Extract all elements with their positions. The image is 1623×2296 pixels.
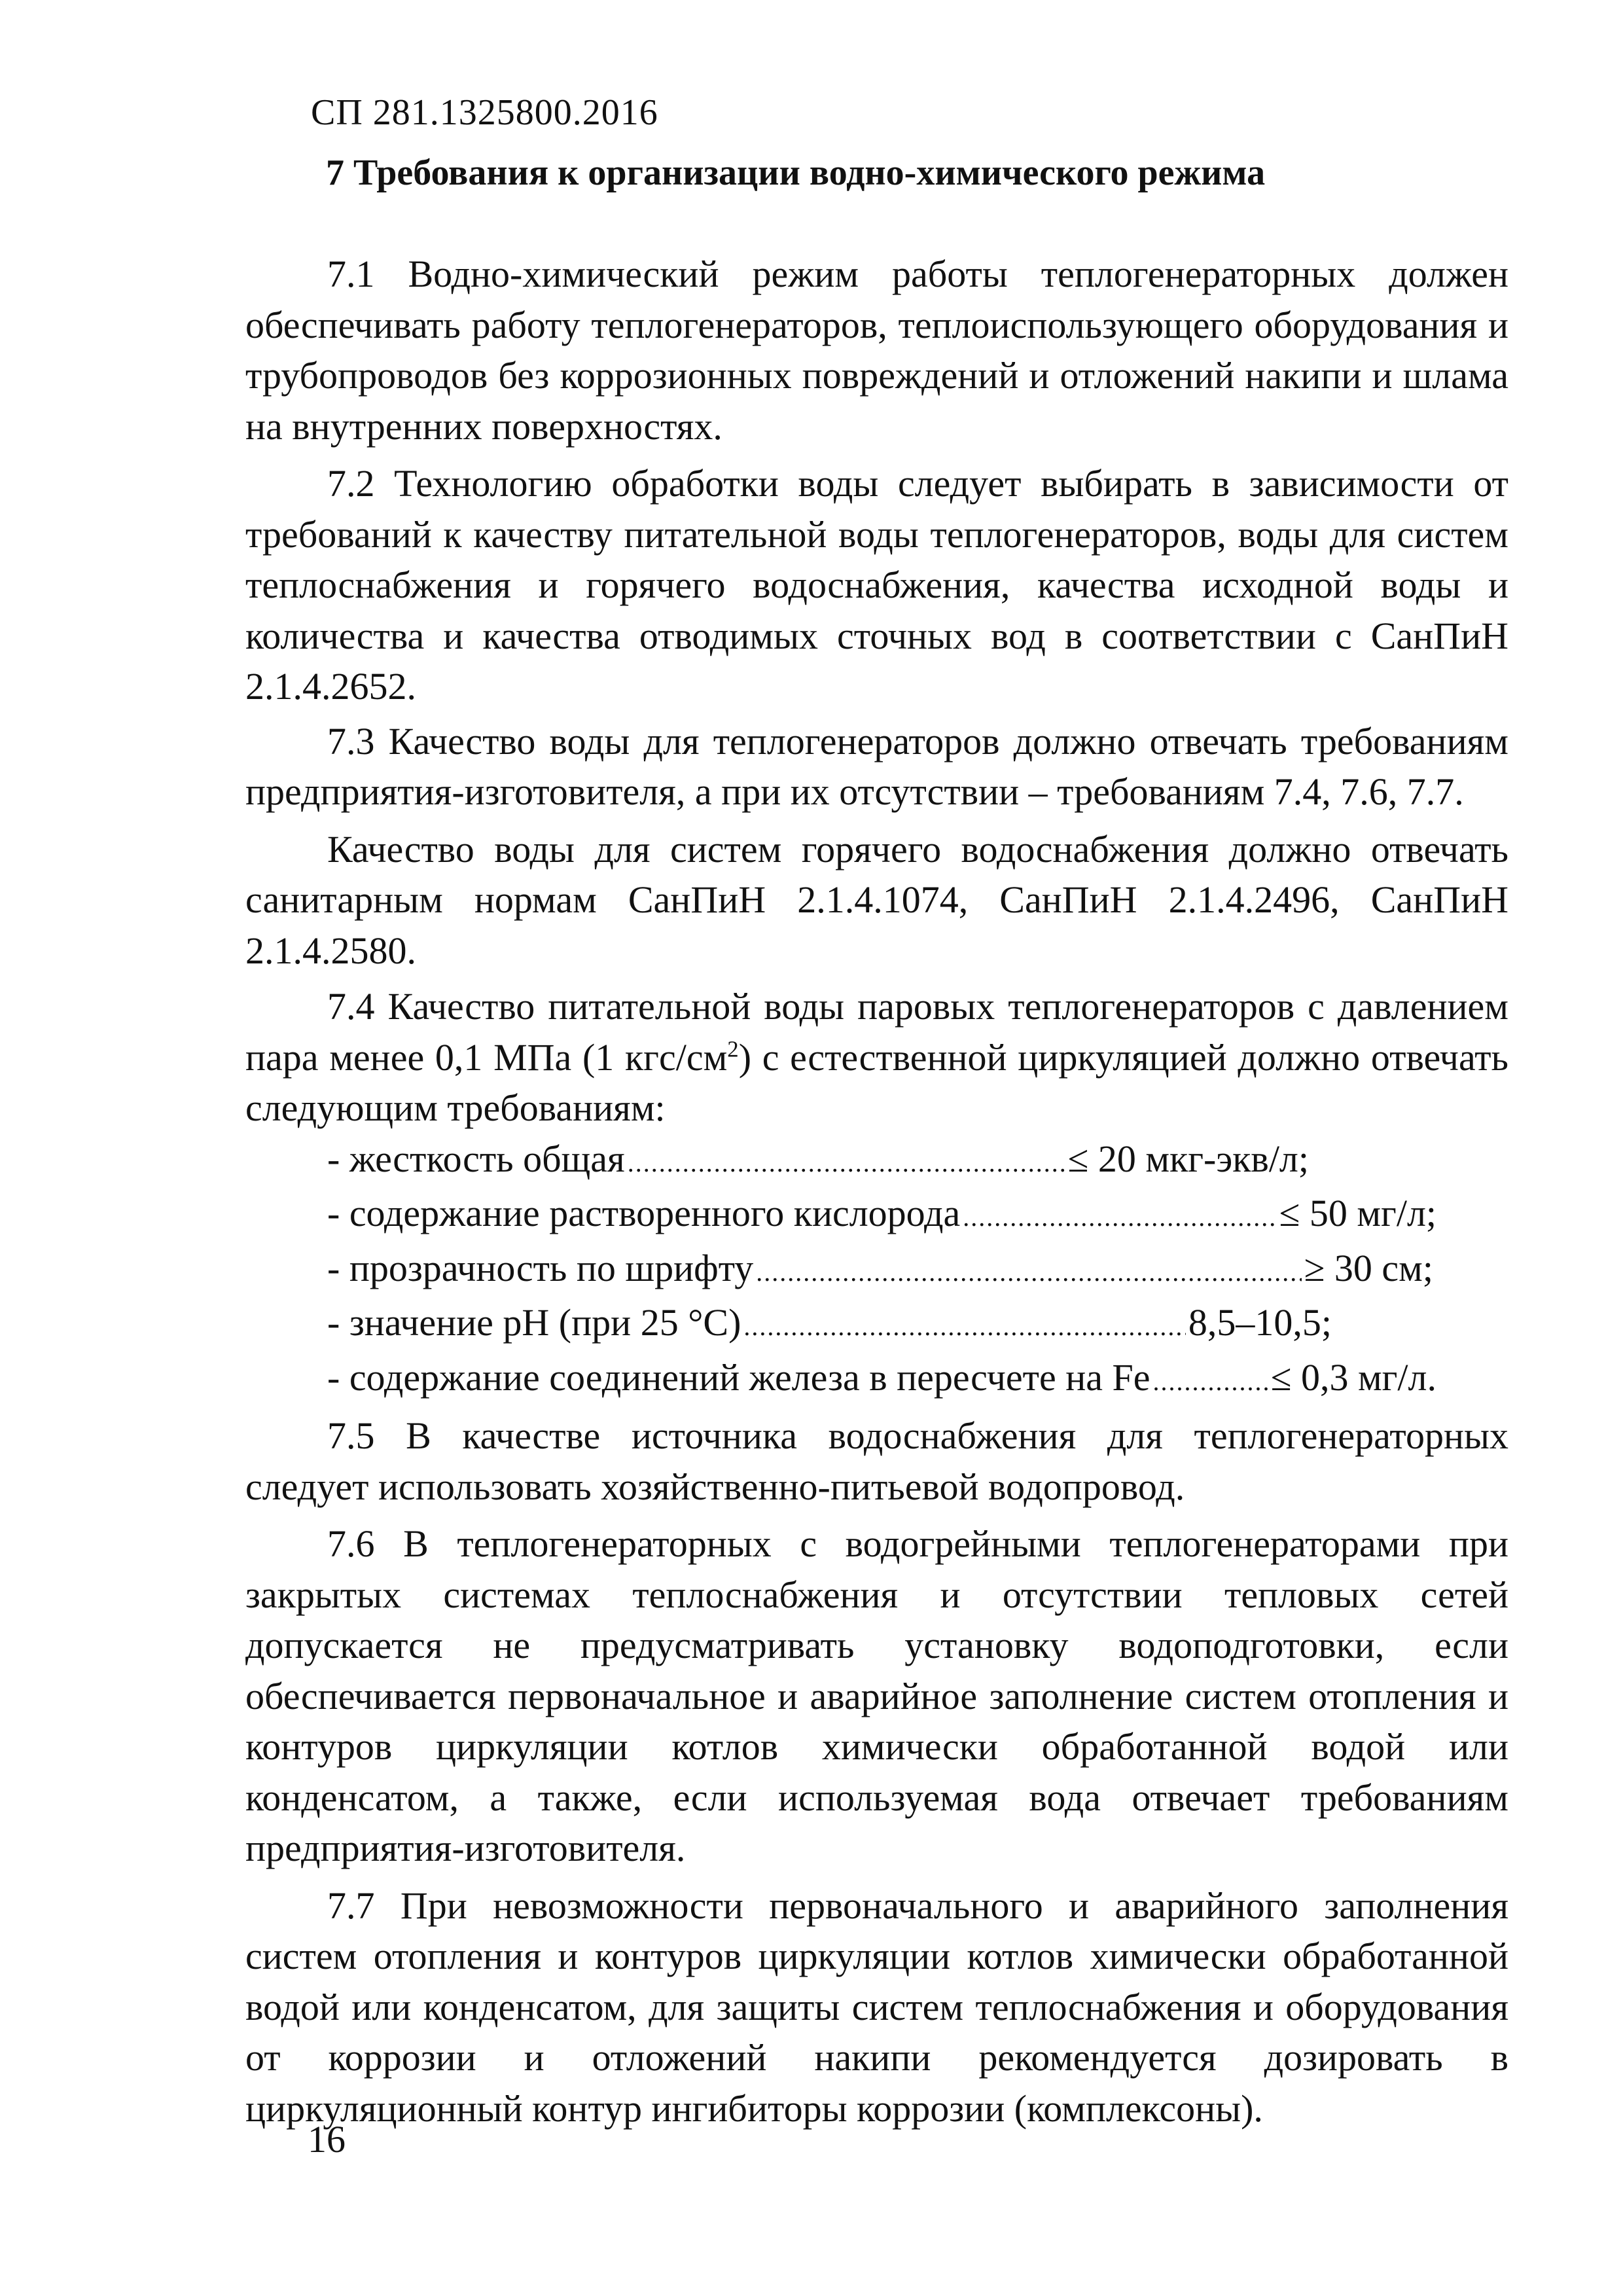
- requirement-label: - содержание растворенного кислорода: [327, 1192, 961, 1234]
- paragraph-7-3: 7.3 Качество воды для теплогенераторов должно отвечать требованиям предприятия-изготовителя, а при их отсутствии – требованиям 7.4, 7.6, 7.7.: [245, 719, 1508, 813]
- paragraph-7-4-intro-b: ) с естественной циркуляцией должно отвечать следующим требованиям:: [245, 1035, 1508, 1129]
- requirement-label: - жесткость общая: [327, 1137, 625, 1180]
- requirement-value: ≤ 50 мг/л;: [1279, 1192, 1436, 1234]
- requirement-label: - содержание соединений железа в пересчете на Fe: [327, 1355, 1150, 1399]
- requirement-label: - прозрачность по шрифту: [327, 1246, 754, 1289]
- paragraph-7-4-intro-a: 7.4 Качество питательной воды паровых теплогенераторов с давлением пара менее 0,1 МПа (1 кгс/см: [245, 985, 1508, 1079]
- requirement-value: 8,5–10,5;: [1188, 1301, 1332, 1344]
- paragraph-7-2: 7.2 Технологию обработки воды следует выбирать в зависимости от требований к качеству питательной воды теплогенераторов, воды для систем теплоснабжения и горячего водоснабжения, качества исходной воды и количества и качества отводимых сточных вод в соответствии с СанПиН 2.1.4.2652.: [245, 462, 1508, 708]
- section-heading: 7 Требования к организации водно-химического режима: [326, 152, 1266, 193]
- requirement-item: [327, 1243, 1433, 1298]
- requirement-item: [327, 1297, 1332, 1352]
- paragraph-7-1: 7.1 Водно-химический режим работы теплогенераторных должен обеспечивать работу теплогенераторов, теплоиспользующего оборудования и трубопроводов без коррозионных повреждений и отложений накипи и шлама на внутренних поверхностях.: [245, 253, 1508, 448]
- leader-dots: [756, 1243, 1301, 1298]
- page-number: 16: [308, 2118, 346, 2161]
- paragraph-7-4: [245, 981, 1508, 1134]
- requirement-value: ≤ 0,3 мг/л.: [1270, 1355, 1436, 1399]
- paragraph-7-7: 7.7 При невозможности первоначального и аварийного заполнения систем отопления и контуров циркуляции котлов химически обработанной водой или конденсатом, для защиты систем теплоснабжения и оборудования от коррозии и отложений накипи рекомендуется дозировать в циркуляционный контур ингибиторы коррозии (комплексоны).: [245, 1884, 1508, 2130]
- requirements-list: [245, 1134, 1508, 1407]
- document-code: СП 281.1325800.2016: [311, 92, 658, 133]
- leader-dots: [628, 1134, 1065, 1189]
- requirement-item: [327, 1134, 1309, 1189]
- requirement-item: [327, 1352, 1436, 1407]
- requirement-value: ≤ 20 мкг-экв/л;: [1067, 1137, 1309, 1180]
- paragraph-7-3-hot-water: Качество воды для систем горячего водоснабжения должно отвечать санитарным нормам СанПиН 2.1.4.1074, СанПиН 2.1.4.2496, СанПиН 2.1.4.2580.: [245, 827, 1508, 972]
- leader-dots: [963, 1188, 1276, 1243]
- paragraph-7-5: 7.5 В качестве источника водоснабжения для теплогенераторных следует использовать хозяйственно-питьевой водопровод.: [245, 1414, 1508, 1508]
- requirement-item: [327, 1188, 1436, 1243]
- leader-dots: [1152, 1352, 1268, 1407]
- requirement-label: - значение pH (при 25 °С): [327, 1301, 741, 1344]
- paragraph-7-6: 7.6 В теплогенераторных с водогрейными теплогенераторами при закрытых системах теплоснабжения и отсутствии тепловых сетей допускается не предусматривать установку водоподготовки, если обеспечивается первоначальное и аварийное заполнение систем отопления и контуров циркуляции котлов химически обработанной водой или конденсатом, а также, если используемая вода отвечает требованиям предприятия-изготовителя.: [245, 1522, 1508, 1869]
- requirement-value: ≥ 30 см;: [1304, 1246, 1433, 1289]
- section-body: [245, 249, 1508, 2134]
- leader-dots: [743, 1297, 1185, 1352]
- paragraph-7-4-superscript: 2: [727, 1036, 739, 1062]
